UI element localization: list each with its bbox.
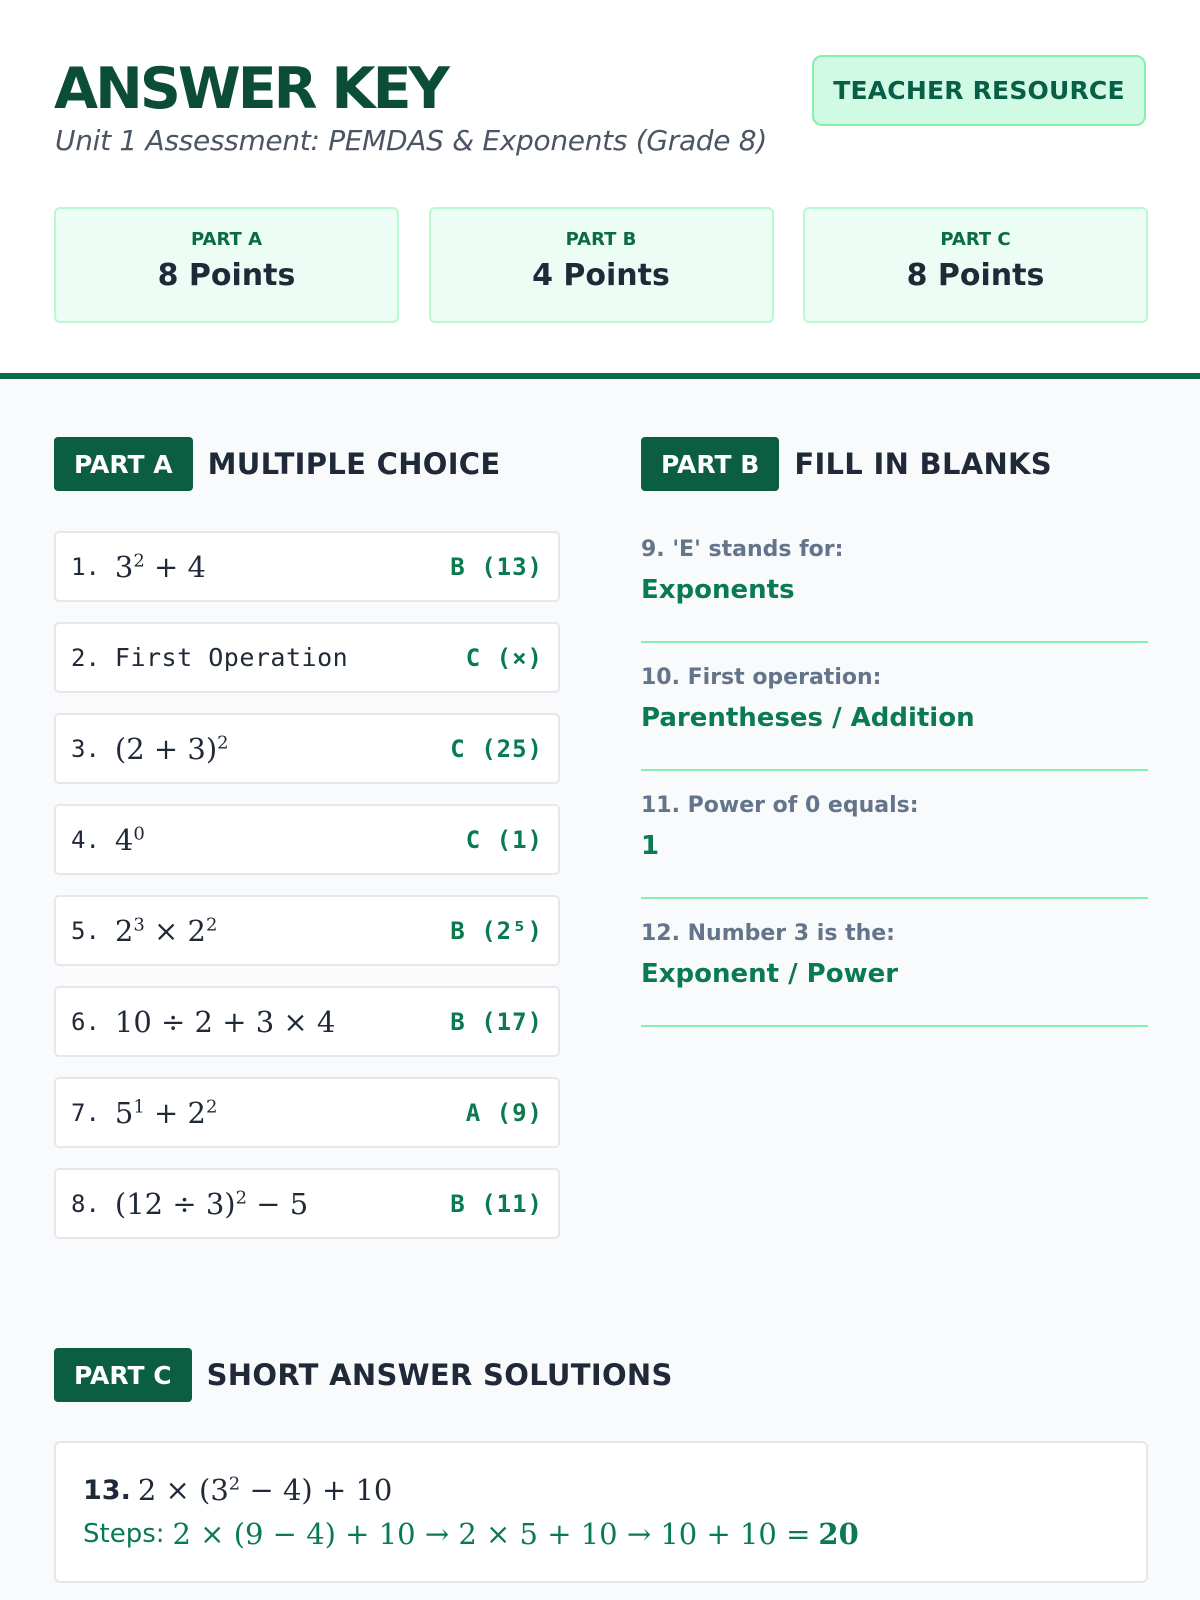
answer: A (9) [465, 1098, 543, 1127]
question-number: 7. [71, 1098, 100, 1127]
part-c-heading [54, 1348, 673, 1402]
points-card-label: PART A [191, 229, 262, 250]
question-text: 10. First operation: [641, 665, 882, 690]
fib-question-10 [641, 659, 1148, 771]
short-answer-steps [83, 1511, 1119, 1557]
steps-expression: 2 × (9 − 4) + 10 → 2 × 5 + 10 → 10 + 10 = [172, 1517, 811, 1551]
question-number: 1. [71, 552, 100, 581]
answer: C (×) [465, 643, 543, 672]
multiple-choice-list [54, 531, 560, 1259]
mc-question-2 [54, 622, 560, 693]
question-number: 13. [83, 1474, 131, 1506]
final-result: 20 [818, 1517, 859, 1551]
fill-in-blanks-list [641, 531, 1148, 1043]
answer: B (2⁵) [450, 916, 543, 945]
answer: Exponents [641, 575, 795, 605]
answer: C (1) [465, 825, 543, 854]
mc-question-5 [54, 895, 560, 966]
question-number: 3. [71, 734, 100, 763]
question-text: 9. 'E' stands for: [641, 537, 844, 562]
question-expression: $(12 \div 3)^2 - 5$ [114, 1186, 309, 1221]
question-text: First Operation [114, 643, 349, 672]
question-expression: $2 \times (3^2 - 4) + 10$ [137, 1473, 393, 1507]
short-answer-question [83, 1469, 1119, 1511]
mc-question-6 [54, 986, 560, 1057]
question-expression: $2^3 \times 2^2$ [114, 913, 218, 948]
question-number: 6. [71, 1007, 100, 1036]
mc-question-7 [54, 1077, 560, 1148]
points-card-value: 8 Points [157, 258, 296, 293]
steps-label: Steps: [83, 1519, 165, 1549]
points-card-value: 8 Points [906, 258, 1045, 293]
mc-question-4 [54, 804, 560, 875]
answer: Exponent / Power [641, 959, 899, 989]
question-number: 5. [71, 916, 100, 945]
short-answer-card [54, 1441, 1148, 1583]
question-expression: $(2 + 3)^2$ [114, 731, 229, 766]
part-a-tag: PART A [54, 437, 193, 491]
points-card-label: PART B [565, 229, 637, 250]
points-card-part-a [54, 207, 399, 323]
points-card-value: 4 Points [532, 258, 670, 293]
question-number: 4. [71, 825, 100, 854]
question-expression: $4^0$ [114, 822, 145, 857]
points-summary [54, 207, 1148, 323]
question-number: 8. [71, 1189, 100, 1218]
fib-question-12 [641, 915, 1148, 1027]
question-number: 2. [71, 643, 100, 672]
mc-question-1 [54, 531, 560, 602]
mc-question-8 [54, 1168, 560, 1239]
part-b-heading [641, 437, 1052, 491]
fib-question-9 [641, 531, 1148, 643]
answer: 1 [641, 831, 660, 861]
page-title: ANSWER KEY [54, 56, 447, 122]
points-card-part-b [429, 207, 774, 323]
part-c-tag: PART C [54, 1348, 192, 1402]
answer: B (13) [450, 552, 543, 581]
part-a-title: MULTIPLE CHOICE [207, 447, 501, 481]
answer: B (11) [450, 1189, 543, 1218]
part-b-title: FILL IN BLANKS [794, 447, 1052, 481]
part-b-tag: PART B [641, 437, 779, 491]
answer: B (17) [450, 1007, 543, 1036]
part-c-title: SHORT ANSWER SOLUTIONS [206, 1358, 673, 1392]
fib-question-11 [641, 787, 1148, 899]
question-text: 12. Number 3 is the: [641, 921, 895, 946]
teacher-resource-badge: TEACHER RESOURCE [812, 55, 1146, 126]
page-subtitle: Unit 1 Assessment: PEMDAS & Exponents (Grade 8) [55, 124, 767, 157]
question-expression: $5^1 + 2^2$ [114, 1095, 218, 1130]
answer-key-header [0, 0, 1200, 379]
answer: C (25) [450, 734, 543, 763]
question-expression: 10 ÷ 2 + 3 × 4 [114, 1004, 336, 1039]
answer: Parentheses / Addition [641, 703, 975, 733]
points-card-part-c [803, 207, 1148, 323]
points-card-label: PART C [940, 229, 1011, 250]
question-expression: $3^2 + 4$ [114, 549, 206, 584]
mc-question-3 [54, 713, 560, 784]
part-a-heading [54, 437, 501, 491]
question-text: 11. Power of 0 equals: [641, 793, 919, 818]
